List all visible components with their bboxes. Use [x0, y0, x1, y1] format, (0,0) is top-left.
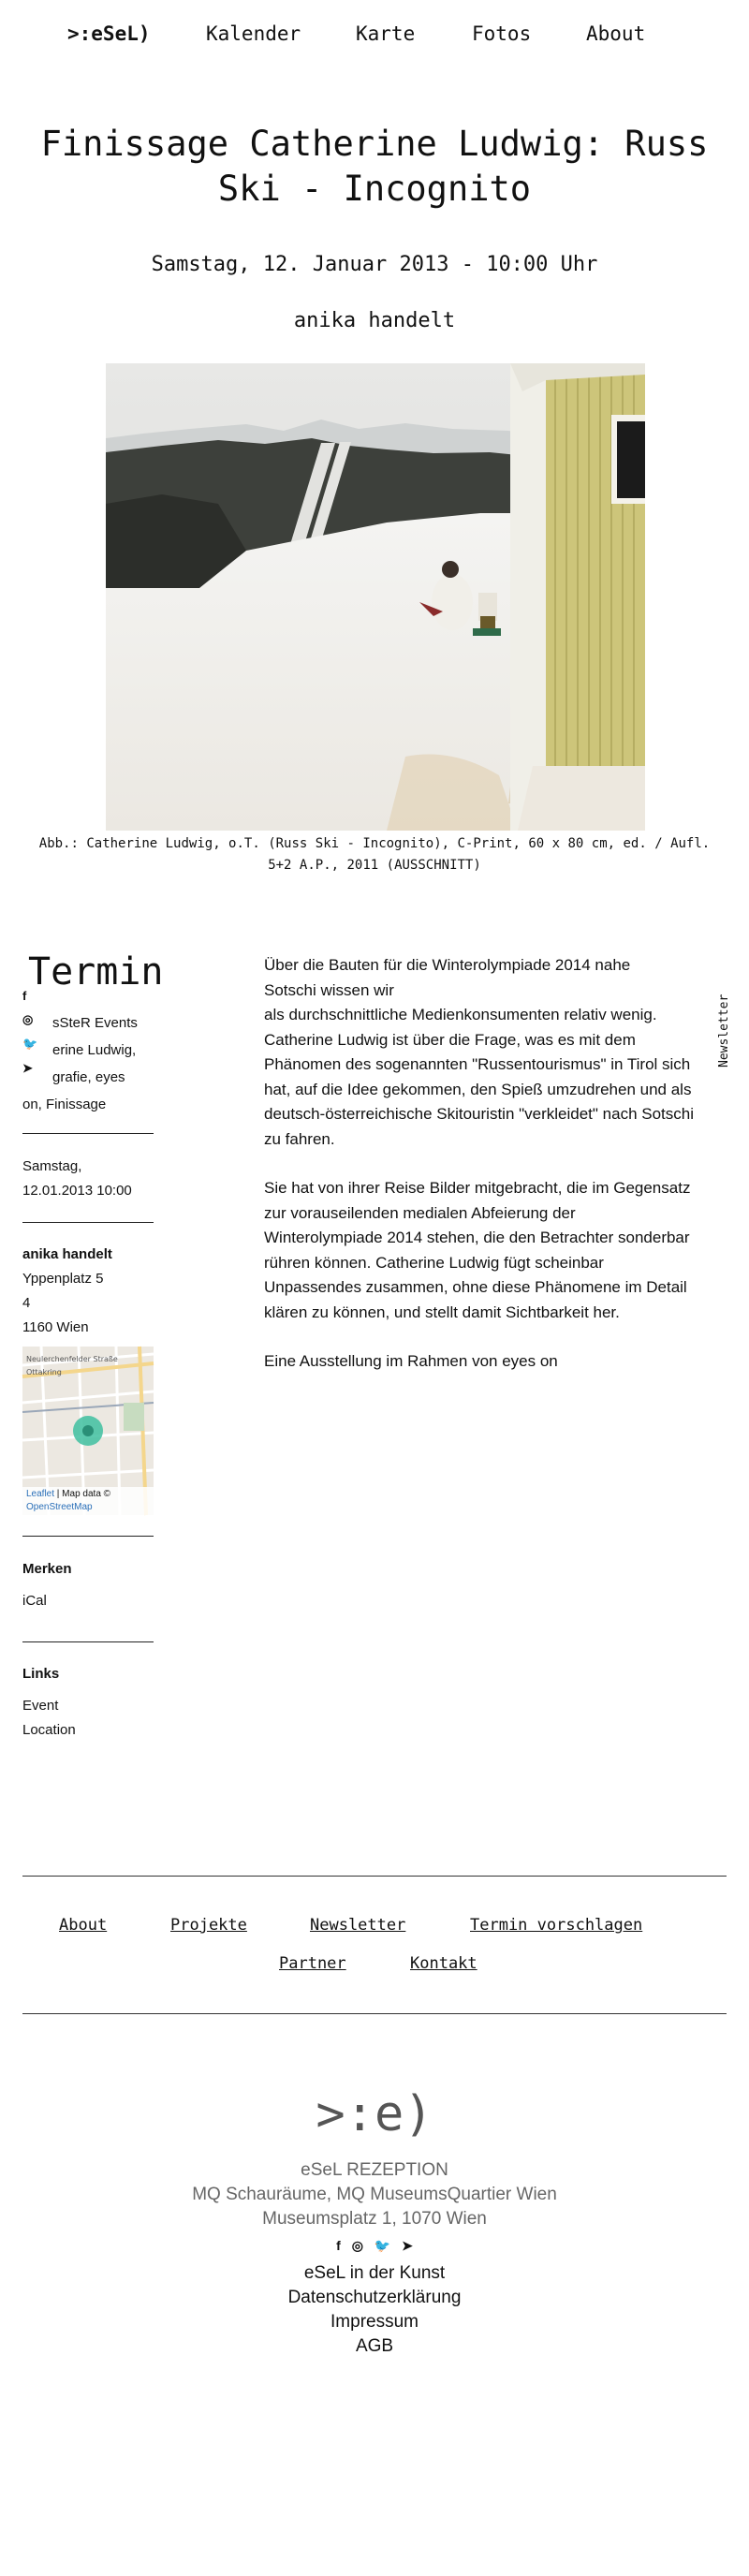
paragraph-2: Sie hat von ihrer Reise Bilder mitgebracht, die im Gegensatz zur vorauseilenden medialen Abfeierung der Winterolympiade 2014 stehen, die den Betrachter sonderbar rühren können. Catherine Ludwig fügt scheinbar Unpassendes zusammen, ohne diese Phänomene im Detail klären zu können, und stellt damit Sichtbarkeit her. [264, 1179, 691, 1321]
merken-section [22, 1557, 72, 1613]
event-link[interactable]: Event [22, 1698, 59, 1714]
snow-landscape-image [106, 363, 645, 831]
venue-name[interactable]: anika handelt [22, 1246, 112, 1262]
footer-link-newsletter[interactable]: Newsletter [310, 1916, 406, 1935]
footer-link-termin-vorschlagen[interactable]: Termin vorschlagen [470, 1916, 643, 1935]
event-author[interactable]: anika handelt [293, 309, 456, 332]
facebook-icon[interactable]: f [22, 988, 27, 1003]
event-date: Samstag, 12. Januar 2013 - 10:00 Uhr [151, 253, 598, 276]
newsletter-tab[interactable] [715, 985, 734, 1069]
category-line[interactable]: erine Ludwig, [52, 1042, 137, 1058]
footer-address-2: Museumsplatz 1, 1070 Wien [262, 2209, 487, 2229]
event-categories [22, 1009, 154, 1118]
instagram-icon[interactable]: ◎ [22, 1012, 34, 1026]
footer-link-datenschutz[interactable]: Datenschutzerklärung [287, 2288, 462, 2307]
paragraph-text: Über die Bauten für die Winterolympiade 2014 nahe [264, 956, 631, 974]
divider [22, 1222, 154, 1223]
category-line[interactable]: sSteR Events [52, 1015, 138, 1031]
paragraph-1 [264, 953, 695, 1152]
map-attr-text: | Map data © [54, 1489, 111, 1499]
divider [22, 1641, 154, 1642]
instagram-icon[interactable]: ◎ [351, 2238, 363, 2253]
footer-link-agb[interactable]: AGB [355, 2336, 394, 2356]
twitter-icon[interactable]: 🐦 [22, 1037, 38, 1051]
footer-logo[interactable]: >:e) [316, 2086, 433, 2142]
divider [22, 1133, 154, 1134]
footer-divider [22, 1876, 727, 1877]
date-time: 12.01.2013 10:00 [22, 1183, 132, 1199]
event-title: Finissage Catherine Ludwig: Russ Ski - Incognito [40, 124, 709, 209]
footer-address-1: MQ Schauräume, MQ MuseumsQuartier Wien [192, 2185, 557, 2204]
venue-city: 1160 Wien [22, 1319, 89, 1335]
category-line[interactable]: on, Finissage [22, 1097, 107, 1112]
event-photo [106, 363, 645, 831]
termin-heading: Termin [28, 950, 164, 994]
venue-address [22, 1243, 154, 1340]
date-weekday: Samstag, [22, 1158, 82, 1174]
paragraph-text: Sotschi wissen wir [264, 980, 394, 999]
links-heading: Links [22, 1666, 60, 1682]
map-label: Neulerchenfelder Straße [26, 1355, 118, 1363]
footer-org: eSeL REZEPTION [301, 2160, 448, 2180]
merken-heading: Merken [22, 1561, 72, 1577]
paragraph-text: als durchschnittliche Medienkonsumenten relativ wenig. Catherine Ludwig ist über die Frage, was es mit dem Phänomen des sogenannten "Russentourismus" in Tirol sich hat, auf die Idee gekommen, den Spieß umzudrehen und als deutsch-österreichische Skitouristin "verkleidet" nach Sotschi zu fahren. [264, 1006, 694, 1148]
event-datetime [22, 1155, 132, 1203]
map-attribution [22, 1487, 154, 1515]
nav-karte[interactable]: Karte [356, 22, 416, 45]
footer-link-esel-in-der-kunst[interactable]: eSeL in der Kunst [303, 2263, 446, 2283]
event-description [264, 953, 695, 1399]
location-link[interactable]: Location [22, 1722, 76, 1738]
footer-link-kontakt[interactable]: Kontakt [410, 1954, 477, 1973]
footer-link-about[interactable]: About [59, 1916, 108, 1935]
site-logo[interactable]: >:eSeL) [67, 22, 151, 45]
links-section [22, 1662, 76, 1743]
newsletter-tab-label: Newsletter [717, 994, 731, 1067]
footer-social-icons [0, 2238, 749, 2254]
nav-fotos[interactable]: Fotos [472, 22, 532, 45]
ical-link[interactable]: iCal [22, 1593, 47, 1609]
footer-link-impressum[interactable]: Impressum [330, 2312, 419, 2332]
osm-link[interactable]: OpenStreetMap [26, 1502, 93, 1512]
telegram-icon[interactable]: ➤ [22, 1061, 33, 1075]
map-label: Ottakring [26, 1368, 62, 1376]
facebook-icon[interactable]: f [336, 2238, 341, 2253]
leaflet-link[interactable]: Leaflet [26, 1489, 55, 1499]
venue-number: 4 [22, 1295, 31, 1311]
paragraph-3: Eine Ausstellung im Rahmen von eyes on [264, 1352, 558, 1370]
category-line[interactable]: grafie, eyes [52, 1069, 125, 1085]
footer-link-partner[interactable]: Partner [279, 1954, 346, 1973]
venue-street: Yppenplatz 5 [22, 1271, 104, 1287]
nav-kalender[interactable]: Kalender [206, 22, 301, 45]
twitter-icon[interactable]: 🐦 [374, 2238, 391, 2253]
venue-map[interactable] [22, 1347, 154, 1515]
footer-divider [22, 2013, 727, 2014]
telegram-icon[interactable]: ➤ [402, 2238, 413, 2253]
nav-about[interactable]: About [586, 22, 646, 45]
divider [22, 1536, 154, 1537]
photo-caption: Abb.: Catherine Ludwig, o.T. (Russ Ski - Incognito), C-Print, 60 x 80 cm, ed. / Aufl. 5+2 A.P., 2011 (AUSSCHNITT) [38, 836, 711, 873]
top-navigation [0, 17, 749, 54]
footer-link-projekte[interactable]: Projekte [170, 1916, 247, 1935]
